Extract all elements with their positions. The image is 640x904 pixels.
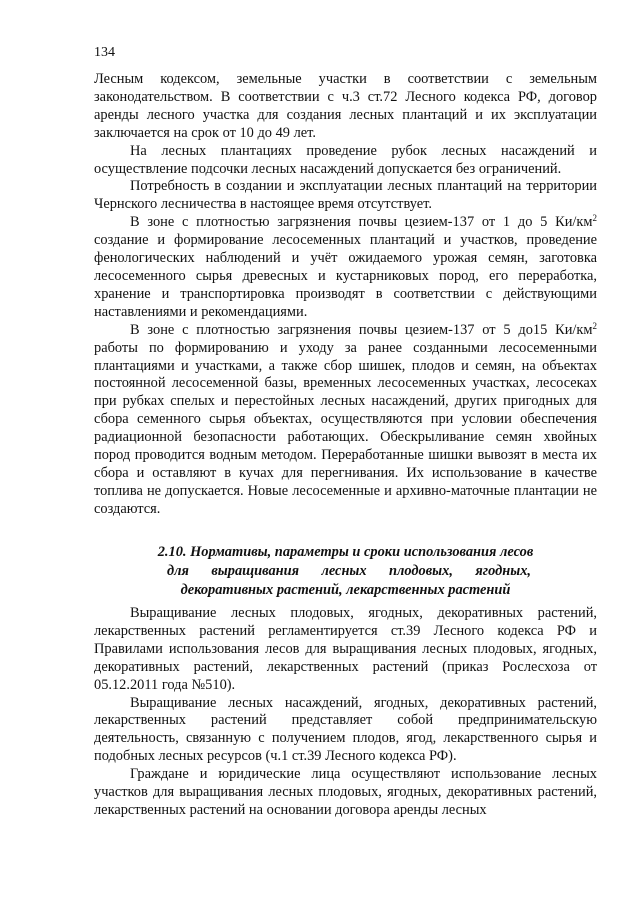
body-text-bottom (94, 605, 597, 820)
paragraph: Выращивание лесных насаждений, ягодных, декоративных растений, лекарственных растений представляет собой предпринимательскую деятельность, связанную с получением плодов, ягод, лекарственного сырья и подобных лесных ресурсов (ч.1 ст.39 Лесного кодекса РФ). (94, 694, 597, 765)
superscript: 2 (592, 213, 597, 224)
paragraph: Потребность в создании и эксплуатации лесных плантаций на территории Чернского лесничества в настоящее время отсутствует. (94, 178, 597, 213)
paragraph-text: работы по формированию и уходу за ранее созданными лесосеменными плантациями и участками, а также сбор шишек, плодов и семян, на объектах постоянной лесосеменной базы, временных лесосеменных участках, лесосеках при рубках спелых и перестойных лесных насаждений, других пригодных для сбора семенного сырья объектах, осуществляются при условии обеспечения радиационной безопасности работающих. Обескрыливание семян хвойных пород проводится водным методом. Переработанные шишки вывозят в места их сбора и оставляют в кучах для перегнивания. Их использование в качестве топлива не допускается. Новые лесосеменные и архивно-маточные плантации не создаются. (94, 339, 597, 517)
paragraph (94, 214, 597, 321)
page-number: 134 (94, 45, 115, 60)
paragraph: Граждане и юридические лица осуществляют использование лесных участков для выращивания лесных плодовых, ягодных, декоративных растений, лекарственных растений на основании договора аренды лесных (94, 766, 597, 818)
body-text-top (94, 71, 597, 519)
paragraph: Выращивание лесных плодовых, ягодных, декоративных растений, лекарственных растений регламентируется ст.39 Лесного кодекса РФ и Правилами использования лесов для выращивания лесных плодовых, ягодных, декоративных растений, лекарственных растений (приказ Рослесхоза от 05.12.2011 года №510). (94, 605, 597, 693)
section-heading-line: 2.10. Нормативы, параметры и сроки использования лесов (157, 544, 534, 560)
paragraph: На лесных плантациях проведение рубок лесных насаждений и осуществление подсочки лесных насаждений допускается без ограничений. (94, 142, 597, 177)
superscript: 2 (592, 320, 597, 331)
paragraph (94, 322, 597, 519)
section-heading (94, 543, 597, 600)
paragraph-text: создание и формирование лесосеменных плантаций и участков, проведение фенологических наблюдений и учёт ожидаемого урожая семян, заготовка лесосеменного сырья древесных и кустарниковых пород, его переработка, хранение и транспортировка производят в соответствии с действующими наставлениями и рекомендациями. (94, 232, 597, 320)
section-heading-line: декоративных растений, лекарственных растений (180, 582, 511, 598)
paragraph: Лесным кодексом, земельные участки в соответствии с земельным законодательством. В соответствии с ч.3 ст.72 Лесного кодекса РФ, договор аренды лесного участка для создания лесных плантаций и их эксплуатации заключается на срок от 10 до 49 лет. (94, 71, 597, 141)
paragraph-text: В зоне с плотностью загрязнения почвы цезием-137 от 5 до15 Ки/км (130, 321, 593, 338)
section-heading-line: для выращивания лесных плодовых, ягодных, (167, 563, 531, 579)
paragraph-text: В зоне с плотностью загрязнения почвы цезием-137 от 1 до 5 Ки/км (130, 214, 593, 231)
